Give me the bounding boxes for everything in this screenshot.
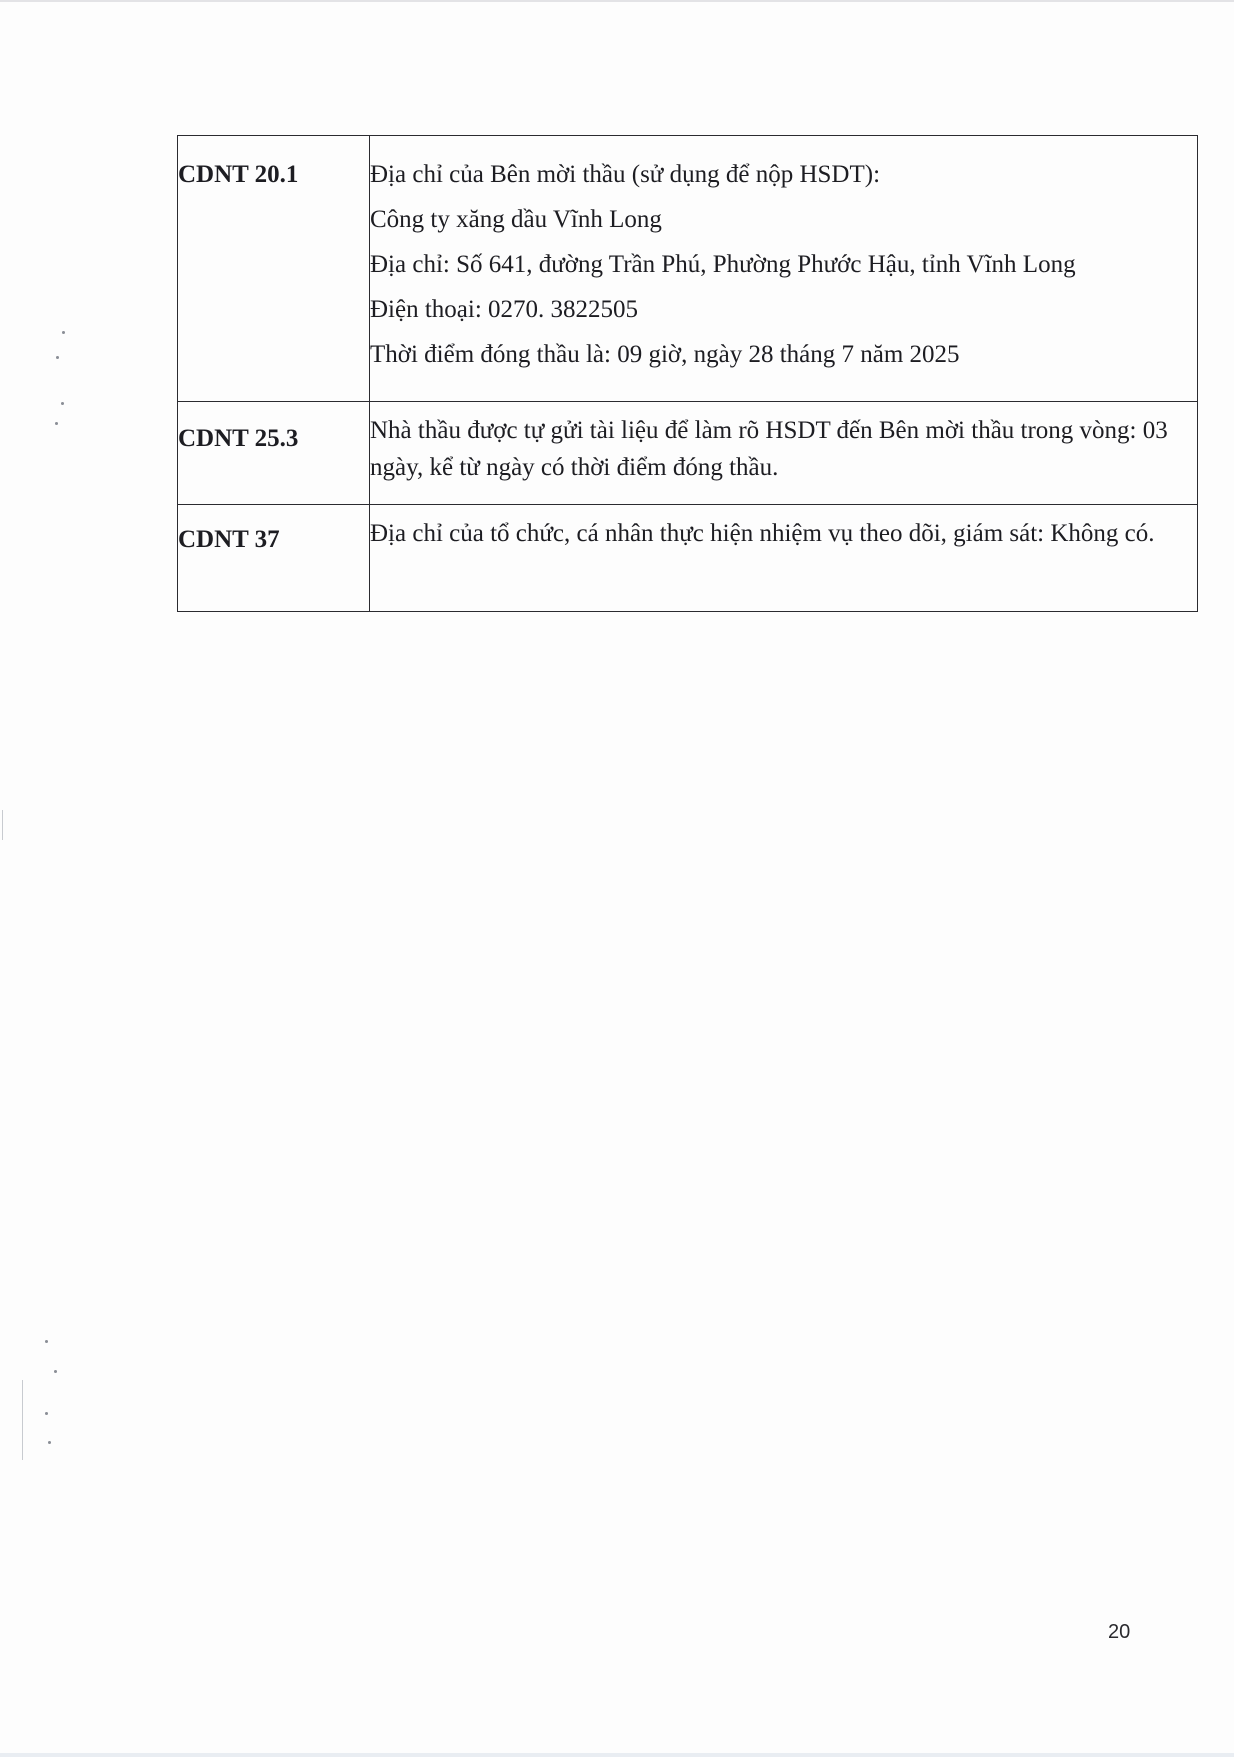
clause-line: Công ty xăng dầu Vĩnh Long [370,206,662,233]
scan-speck [45,1412,48,1415]
scan-speck [61,402,64,405]
clause-content: Nhà thầu được tự gửi tài liệu để làm rõ HSDT đến Bên mời thầu trong vòng: 03 ngày, kể từ ngày có thời điểm đóng thầu. [370,402,1198,505]
bid-data-table [177,135,1198,612]
clause-code: CDNT 20.1 [178,136,370,402]
clause-content [370,136,1198,402]
table-row [178,136,1198,402]
table-row [178,505,1198,612]
clause-content: Địa chỉ của tổ chức, cá nhân thực hiện nhiệm vụ theo dõi, giám sát: Không có. [370,505,1198,612]
clause-line: Thời điểm đóng thầu là: 09 giờ, ngày 28 tháng 7 năm 2025 [370,341,960,368]
scan-top-edge [0,0,1234,2]
clause-code: CDNT 25.3 [178,402,370,505]
scan-margin-mark [22,1380,23,1460]
scan-speck [55,422,58,425]
page-number: 20 [1108,1621,1131,1643]
clause-code: CDNT 37 [178,505,370,612]
scan-speck [54,1370,57,1373]
scan-speck [48,1441,51,1444]
clause-line: Địa chỉ: Số 641, đường Trần Phú, Phường Phước Hậu, tỉnh Vĩnh Long [370,251,1076,278]
scan-speck [62,331,65,334]
table-row [178,402,1198,505]
clause-line: Địa chỉ của Bên mời thầu (sử dụng để nộp HSDT): [370,161,881,188]
scan-speck [45,1340,48,1343]
scan-bottom-edge [0,1753,1234,1757]
scan-speck [56,356,59,359]
scan-margin-mark [2,810,3,840]
clause-line: Điện thoại: 0270. 3822505 [370,296,639,323]
